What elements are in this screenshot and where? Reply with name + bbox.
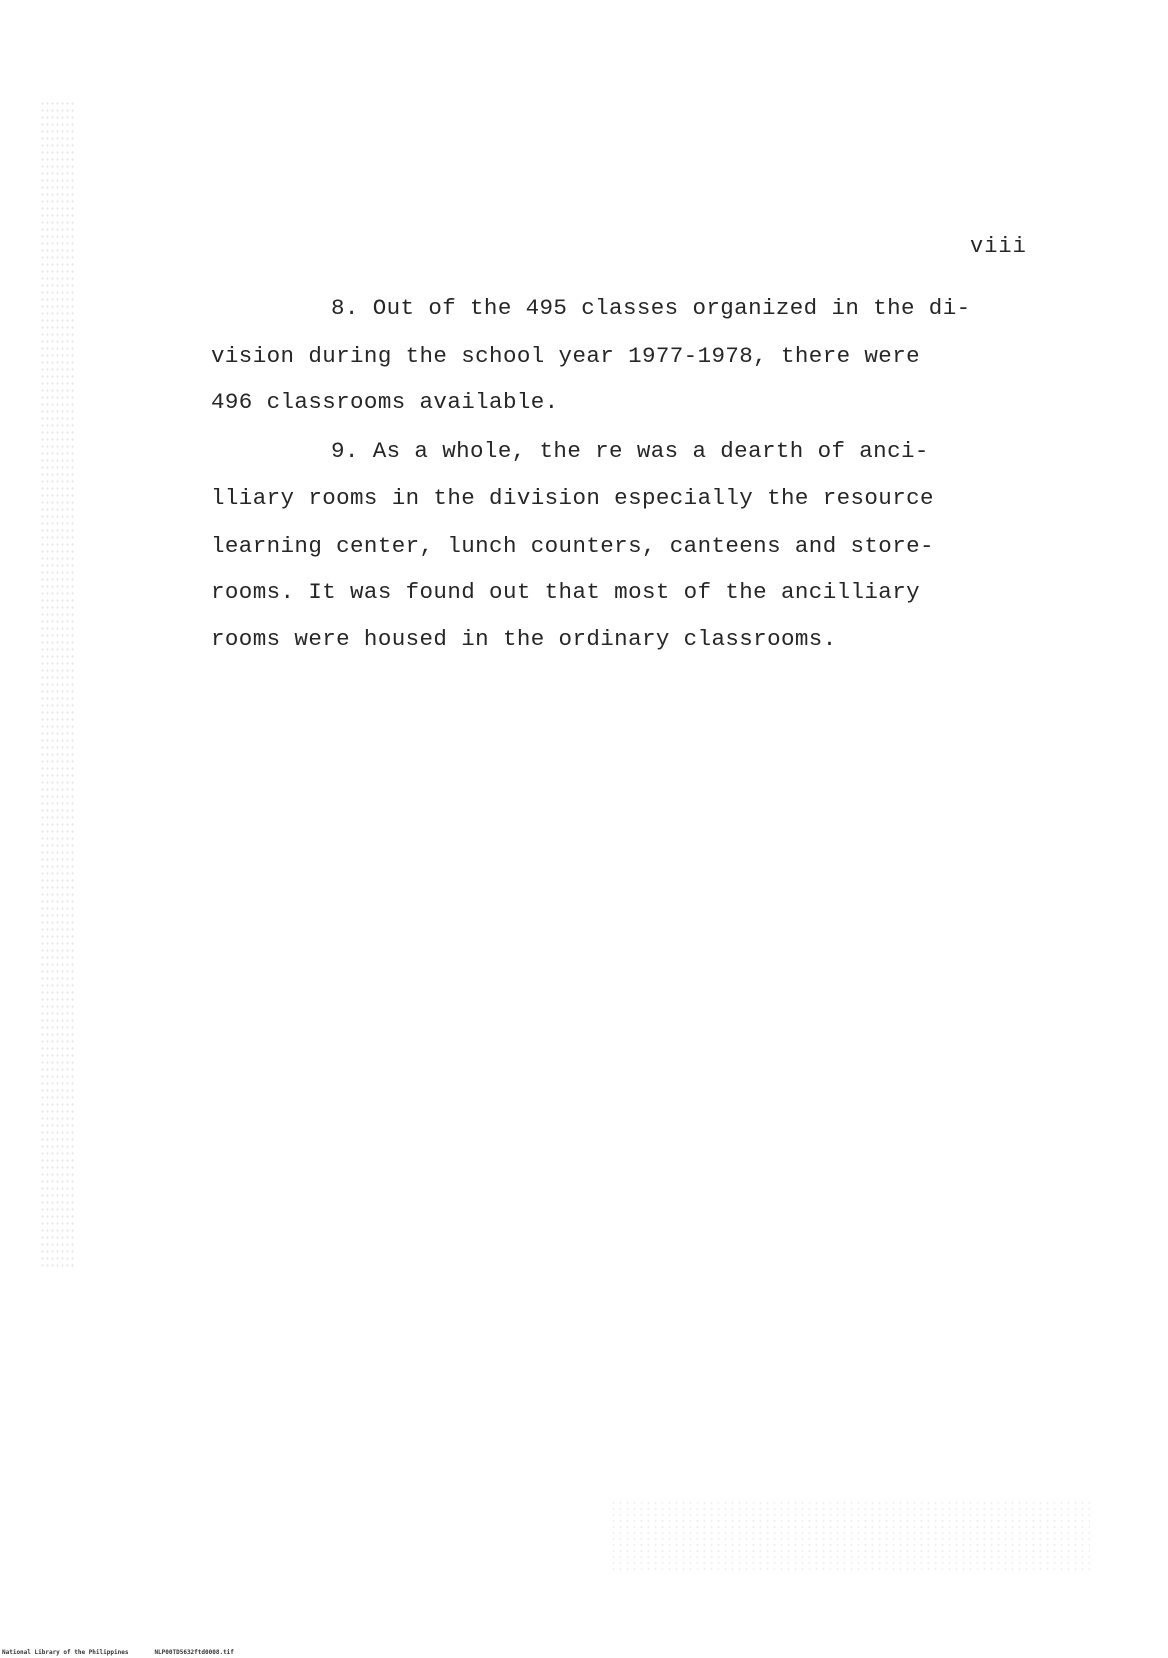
text-line: rooms. It was found out that most of the ancilliary	[211, 579, 921, 605]
page-number: viii	[970, 234, 1027, 259]
text-line: 496 classrooms available.	[211, 389, 559, 415]
scan-footer	[2, 1649, 234, 1656]
text-line: vision during the school year 1977-1978, there were	[211, 343, 921, 369]
text-line: rooms were housed in the ordinary classrooms.	[211, 626, 837, 652]
scan-speckle-left	[40, 100, 74, 1270]
text-line: 9. As a whole, the re was a dearth of anci-	[331, 438, 929, 464]
footer-library: National Library of the Philippines	[2, 1649, 129, 1656]
text-line: lliary rooms in the division especially the resource	[211, 485, 934, 511]
text-line: 8. Out of the 495 classes organized in the di-	[331, 295, 971, 321]
text-line: learning center, lunch counters, canteens and store-	[211, 533, 934, 559]
scan-speckle-bottom	[610, 1500, 1090, 1570]
footer-filename: NLP00TD5632ftd0008.tif	[154, 1649, 234, 1656]
